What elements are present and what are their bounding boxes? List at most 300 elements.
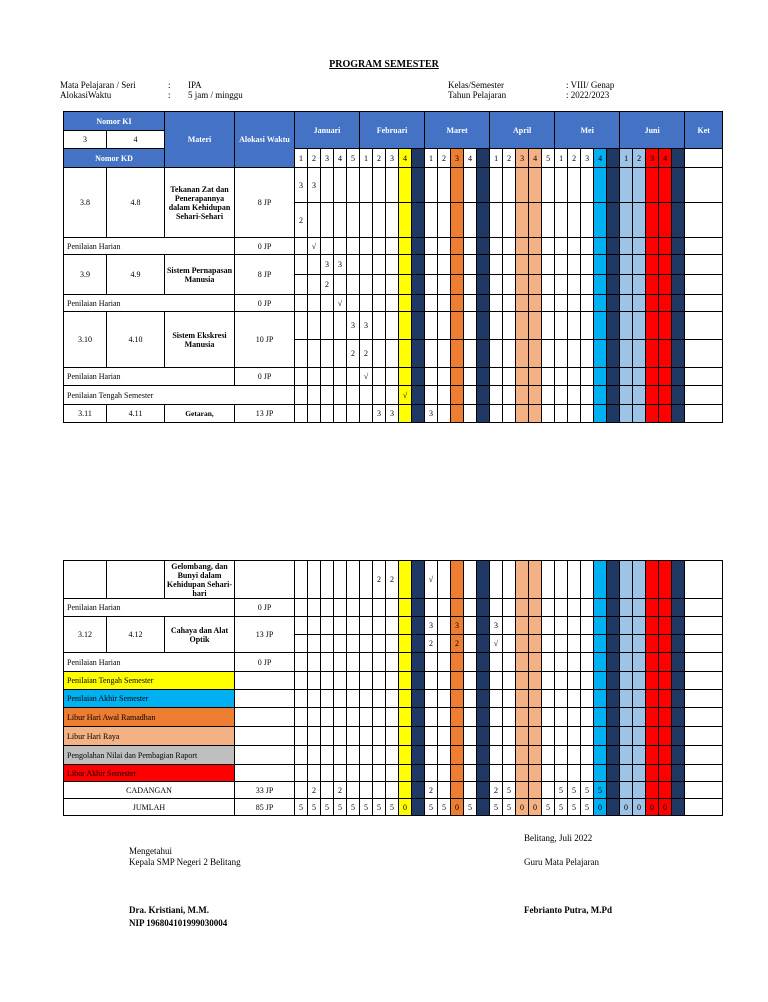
week-cell [620, 168, 633, 203]
week-cell [295, 275, 308, 295]
week-cell [659, 653, 672, 672]
week-cell [594, 653, 607, 672]
week-total [477, 782, 490, 799]
week-number: 3 [646, 149, 659, 168]
week-cell [373, 599, 386, 617]
week-total: 5 [373, 799, 386, 816]
week-cell [581, 561, 594, 599]
week-cell [568, 746, 581, 765]
week-cell [438, 727, 451, 746]
week-cell [477, 386, 490, 405]
week-cell [633, 405, 646, 423]
week-cell [334, 405, 347, 423]
week-cell [399, 405, 412, 423]
week-total [321, 782, 334, 799]
week-cell [425, 599, 438, 617]
week-cell [633, 672, 646, 690]
week-cell [308, 405, 321, 423]
week-cell [386, 746, 399, 765]
week-cell [334, 635, 347, 653]
week-number: 1 [490, 149, 503, 168]
week-total [464, 782, 477, 799]
week-cell [490, 561, 503, 599]
week-cell [581, 238, 594, 255]
week-cell [373, 255, 386, 275]
week-cell [295, 368, 308, 386]
week-cell [464, 746, 477, 765]
week-cell [542, 340, 555, 368]
week-cell [334, 690, 347, 708]
week-total [347, 782, 360, 799]
week-mark: √ [399, 386, 412, 405]
week-total: 5 [334, 799, 347, 816]
week-mark: √ [490, 635, 503, 653]
week-cell [334, 168, 347, 203]
jp-cell: 8 JP [235, 168, 295, 238]
week-cell [451, 386, 464, 405]
materi-header: Materi [165, 112, 235, 168]
week-number: 1 [360, 149, 373, 168]
week-total: 0 [594, 799, 607, 816]
week-total [438, 782, 451, 799]
week-cell [672, 708, 685, 727]
ket-cell [685, 238, 723, 255]
week-cell [503, 746, 516, 765]
week-cell [607, 405, 620, 423]
week-total [360, 782, 373, 799]
week-mark: √ [360, 368, 373, 386]
week-cell [542, 635, 555, 653]
week-cell [360, 746, 373, 765]
week-cell [308, 653, 321, 672]
week-cell [568, 727, 581, 746]
week-cell [633, 295, 646, 312]
week-cell [477, 599, 490, 617]
alokasi-value: 5 jam / minggu [188, 90, 243, 100]
month-header: Februari [360, 112, 425, 149]
week-cell [607, 708, 620, 727]
week-cell [438, 635, 451, 653]
week-cell [516, 599, 529, 617]
kd4-cell: 4.10 [107, 312, 165, 368]
week-cell [347, 653, 360, 672]
week-cell [542, 312, 555, 340]
week-mark: √ [425, 561, 438, 599]
legend-pts: Penilaian Tengah Semester [64, 672, 235, 690]
week-cell [295, 708, 308, 727]
legend-hari-raya: Libur Hari Raya [64, 727, 235, 746]
week-cell [568, 708, 581, 727]
week-cell [399, 203, 412, 238]
legend-empty [235, 708, 295, 727]
week-cell [516, 708, 529, 727]
week-cell [581, 653, 594, 672]
jp-cell: 0 JP [235, 295, 295, 312]
week-cell [360, 405, 373, 423]
week-cell [295, 238, 308, 255]
week-cell [594, 599, 607, 617]
ket-cell [685, 203, 723, 238]
week-number [672, 149, 685, 168]
week-cell [308, 599, 321, 617]
week-cell [672, 275, 685, 295]
week-total: 5 [568, 782, 581, 799]
week-number: 4 [594, 149, 607, 168]
week-cell [503, 653, 516, 672]
week-cell [633, 312, 646, 340]
week-cell [542, 203, 555, 238]
legend-empty [235, 672, 295, 690]
week-cell [672, 295, 685, 312]
week-cell [594, 405, 607, 423]
week-cell [620, 561, 633, 599]
week-cell [451, 312, 464, 340]
week-cell [555, 312, 568, 340]
week-cell [347, 708, 360, 727]
week-cell [438, 672, 451, 690]
week-cell [516, 561, 529, 599]
week-cell [386, 765, 399, 782]
week-cell [503, 168, 516, 203]
week-cell [308, 368, 321, 386]
week-cell [581, 672, 594, 690]
week-cell [607, 746, 620, 765]
week-cell [581, 368, 594, 386]
week-mark: 2 [360, 340, 373, 368]
week-cell [633, 168, 646, 203]
week-cell [373, 168, 386, 203]
week-cell [568, 275, 581, 295]
week-cell [386, 599, 399, 617]
week-cell [672, 561, 685, 599]
week-cell [581, 386, 594, 405]
kelas-label: Kelas/Semester [448, 80, 504, 90]
week-cell [373, 617, 386, 635]
week-cell [334, 238, 347, 255]
week-cell [295, 635, 308, 653]
week-cell [360, 275, 373, 295]
week-mark: √ [334, 295, 347, 312]
week-cell [451, 653, 464, 672]
week-mark: 2 [373, 561, 386, 599]
week-cell [386, 635, 399, 653]
week-cell [594, 340, 607, 368]
week-cell [477, 255, 490, 275]
week-mark: 3 [360, 312, 373, 340]
week-cell [412, 203, 425, 238]
week-total: 5 [555, 799, 568, 816]
week-cell [555, 653, 568, 672]
week-cell [555, 690, 568, 708]
week-cell [581, 405, 594, 423]
week-cell [607, 765, 620, 782]
ket-cell [685, 255, 723, 275]
week-mark: 3 [334, 255, 347, 275]
ket-cell [685, 746, 723, 765]
week-cell [438, 203, 451, 238]
week-cell [633, 708, 646, 727]
week-cell [373, 312, 386, 340]
week-cell [594, 255, 607, 275]
week-cell [321, 368, 334, 386]
jp-cell [235, 561, 295, 599]
week-cell [464, 255, 477, 275]
week-cell [555, 561, 568, 599]
place-date: Belitang, Juli 2022 [524, 833, 593, 843]
week-mark: 3 [308, 168, 321, 203]
week-cell [542, 690, 555, 708]
ket-cell [685, 168, 723, 203]
week-cell [581, 295, 594, 312]
week-cell [308, 635, 321, 653]
month-header: Juni [620, 112, 685, 149]
week-total [607, 799, 620, 816]
week-cell [555, 295, 568, 312]
week-total: 5 [503, 799, 516, 816]
week-cell [438, 653, 451, 672]
week-cell [646, 275, 659, 295]
week-cell [555, 635, 568, 653]
week-cell [581, 708, 594, 727]
week-number: 4 [659, 149, 672, 168]
week-cell [399, 255, 412, 275]
week-cell [386, 203, 399, 238]
week-cell [412, 312, 425, 340]
week-cell [399, 653, 412, 672]
week-cell [581, 203, 594, 238]
week-cell [555, 617, 568, 635]
week-cell [594, 690, 607, 708]
week-cell [594, 727, 607, 746]
week-cell [555, 368, 568, 386]
week-cell [607, 368, 620, 386]
week-cell [308, 561, 321, 599]
week-cell [568, 561, 581, 599]
week-cell [594, 617, 607, 635]
week-cell [490, 203, 503, 238]
week-cell [425, 203, 438, 238]
guru-name: Febrianto Putra, M.Pd [524, 905, 612, 915]
week-cell [334, 672, 347, 690]
week-cell [347, 255, 360, 275]
week-cell [594, 295, 607, 312]
week-cell [516, 690, 529, 708]
week-cell [633, 561, 646, 599]
week-cell [360, 561, 373, 599]
week-cell [386, 168, 399, 203]
week-total: 5 [503, 782, 516, 799]
week-cell [529, 238, 542, 255]
week-cell [295, 255, 308, 275]
week-cell [334, 203, 347, 238]
week-cell [542, 708, 555, 727]
week-number: 4 [334, 149, 347, 168]
week-cell [646, 168, 659, 203]
week-cell [516, 295, 529, 312]
week-cell [308, 765, 321, 782]
penilaian-harian-label: Penilaian Harian [64, 599, 235, 617]
week-cell [438, 746, 451, 765]
week-cell [360, 599, 373, 617]
week-cell [334, 275, 347, 295]
week-cell [607, 168, 620, 203]
ket-cell [685, 149, 723, 168]
week-cell [334, 340, 347, 368]
week-cell [594, 672, 607, 690]
week-cell [490, 727, 503, 746]
week-cell [620, 708, 633, 727]
kd4-cell [107, 561, 165, 599]
week-cell [321, 765, 334, 782]
week-cell [321, 168, 334, 203]
week-cell [477, 238, 490, 255]
week-cell [464, 561, 477, 599]
week-cell [659, 708, 672, 727]
week-cell [477, 653, 490, 672]
week-cell [607, 635, 620, 653]
week-cell [581, 765, 594, 782]
week-cell [451, 561, 464, 599]
week-cell [542, 746, 555, 765]
week-cell [334, 653, 347, 672]
week-cell [516, 617, 529, 635]
week-total: 0 [399, 799, 412, 816]
week-cell [386, 275, 399, 295]
week-number: 3 [451, 149, 464, 168]
week-cell [477, 203, 490, 238]
week-cell [568, 168, 581, 203]
materi-cell: Cahaya dan Alat Optik [165, 617, 235, 653]
week-cell [594, 238, 607, 255]
ket-cell [685, 386, 723, 405]
week-cell [555, 255, 568, 275]
week-cell [646, 295, 659, 312]
week-cell [646, 727, 659, 746]
week-cell [529, 340, 542, 368]
jp-cell: 0 JP [235, 238, 295, 255]
week-cell [659, 727, 672, 746]
week-cell [347, 746, 360, 765]
week-cell [620, 275, 633, 295]
week-cell [438, 340, 451, 368]
week-cell [555, 238, 568, 255]
week-cell [295, 295, 308, 312]
week-cell [477, 275, 490, 295]
week-cell [321, 203, 334, 238]
week-mark: 3 [425, 405, 438, 423]
week-total [412, 782, 425, 799]
week-cell [581, 727, 594, 746]
ket-cell [685, 617, 723, 635]
week-total: 2 [425, 782, 438, 799]
week-cell [295, 653, 308, 672]
week-total [542, 782, 555, 799]
week-cell [672, 386, 685, 405]
week-cell [321, 295, 334, 312]
week-total: 5 [581, 799, 594, 816]
week-cell [516, 746, 529, 765]
week-cell [412, 765, 425, 782]
week-cell [490, 386, 503, 405]
legend-pas: Penilaian Akhir Semester [64, 690, 235, 708]
week-number: 3 [321, 149, 334, 168]
week-cell [542, 653, 555, 672]
week-cell [659, 340, 672, 368]
week-cell [295, 672, 308, 690]
week-mark: 2 [425, 635, 438, 653]
week-cell [529, 653, 542, 672]
week-cell [477, 708, 490, 727]
week-cell [464, 238, 477, 255]
week-cell [542, 561, 555, 599]
week-cell [412, 653, 425, 672]
week-cell [464, 368, 477, 386]
week-number: 3 [581, 149, 594, 168]
kepala-label: Kepala SMP Negeri 2 Belitang [129, 857, 241, 867]
week-cell [360, 238, 373, 255]
week-cell [321, 405, 334, 423]
week-cell [399, 727, 412, 746]
week-cell [360, 653, 373, 672]
week-cell [425, 275, 438, 295]
week-cell [438, 708, 451, 727]
week-total [386, 782, 399, 799]
week-cell [503, 617, 516, 635]
week-cell [477, 405, 490, 423]
week-cell [646, 708, 659, 727]
week-cell [607, 295, 620, 312]
guru-label: Guru Mata Pelajaran [524, 857, 599, 867]
week-number [477, 149, 490, 168]
week-cell [399, 275, 412, 295]
week-cell [412, 368, 425, 386]
week-cell [373, 340, 386, 368]
ket-cell [685, 782, 723, 799]
week-cell [490, 599, 503, 617]
week-cell [503, 690, 516, 708]
week-cell [568, 368, 581, 386]
week-mark: 3 [321, 255, 334, 275]
week-cell [490, 255, 503, 275]
week-cell [438, 368, 451, 386]
week-cell [542, 275, 555, 295]
week-cell [607, 340, 620, 368]
week-cell [373, 238, 386, 255]
week-cell [568, 690, 581, 708]
week-mark: 2 [347, 340, 360, 368]
week-cell [412, 295, 425, 312]
mengetahui-label: Mengetahui [129, 846, 172, 856]
week-cell [672, 203, 685, 238]
week-cell [620, 405, 633, 423]
week-cell [399, 635, 412, 653]
week-cell [412, 238, 425, 255]
week-cell [477, 295, 490, 312]
week-cell [334, 312, 347, 340]
nomor-kd-header: Nomor KD [64, 149, 165, 168]
week-cell [373, 727, 386, 746]
week-cell [425, 386, 438, 405]
legend-akhir-semester: Libur Akhir Semester [64, 765, 235, 782]
week-cell [412, 635, 425, 653]
week-cell [451, 405, 464, 423]
week-cell [633, 635, 646, 653]
week-cell [477, 746, 490, 765]
week-cell [516, 653, 529, 672]
week-cell [321, 746, 334, 765]
week-cell [425, 653, 438, 672]
week-cell [672, 168, 685, 203]
